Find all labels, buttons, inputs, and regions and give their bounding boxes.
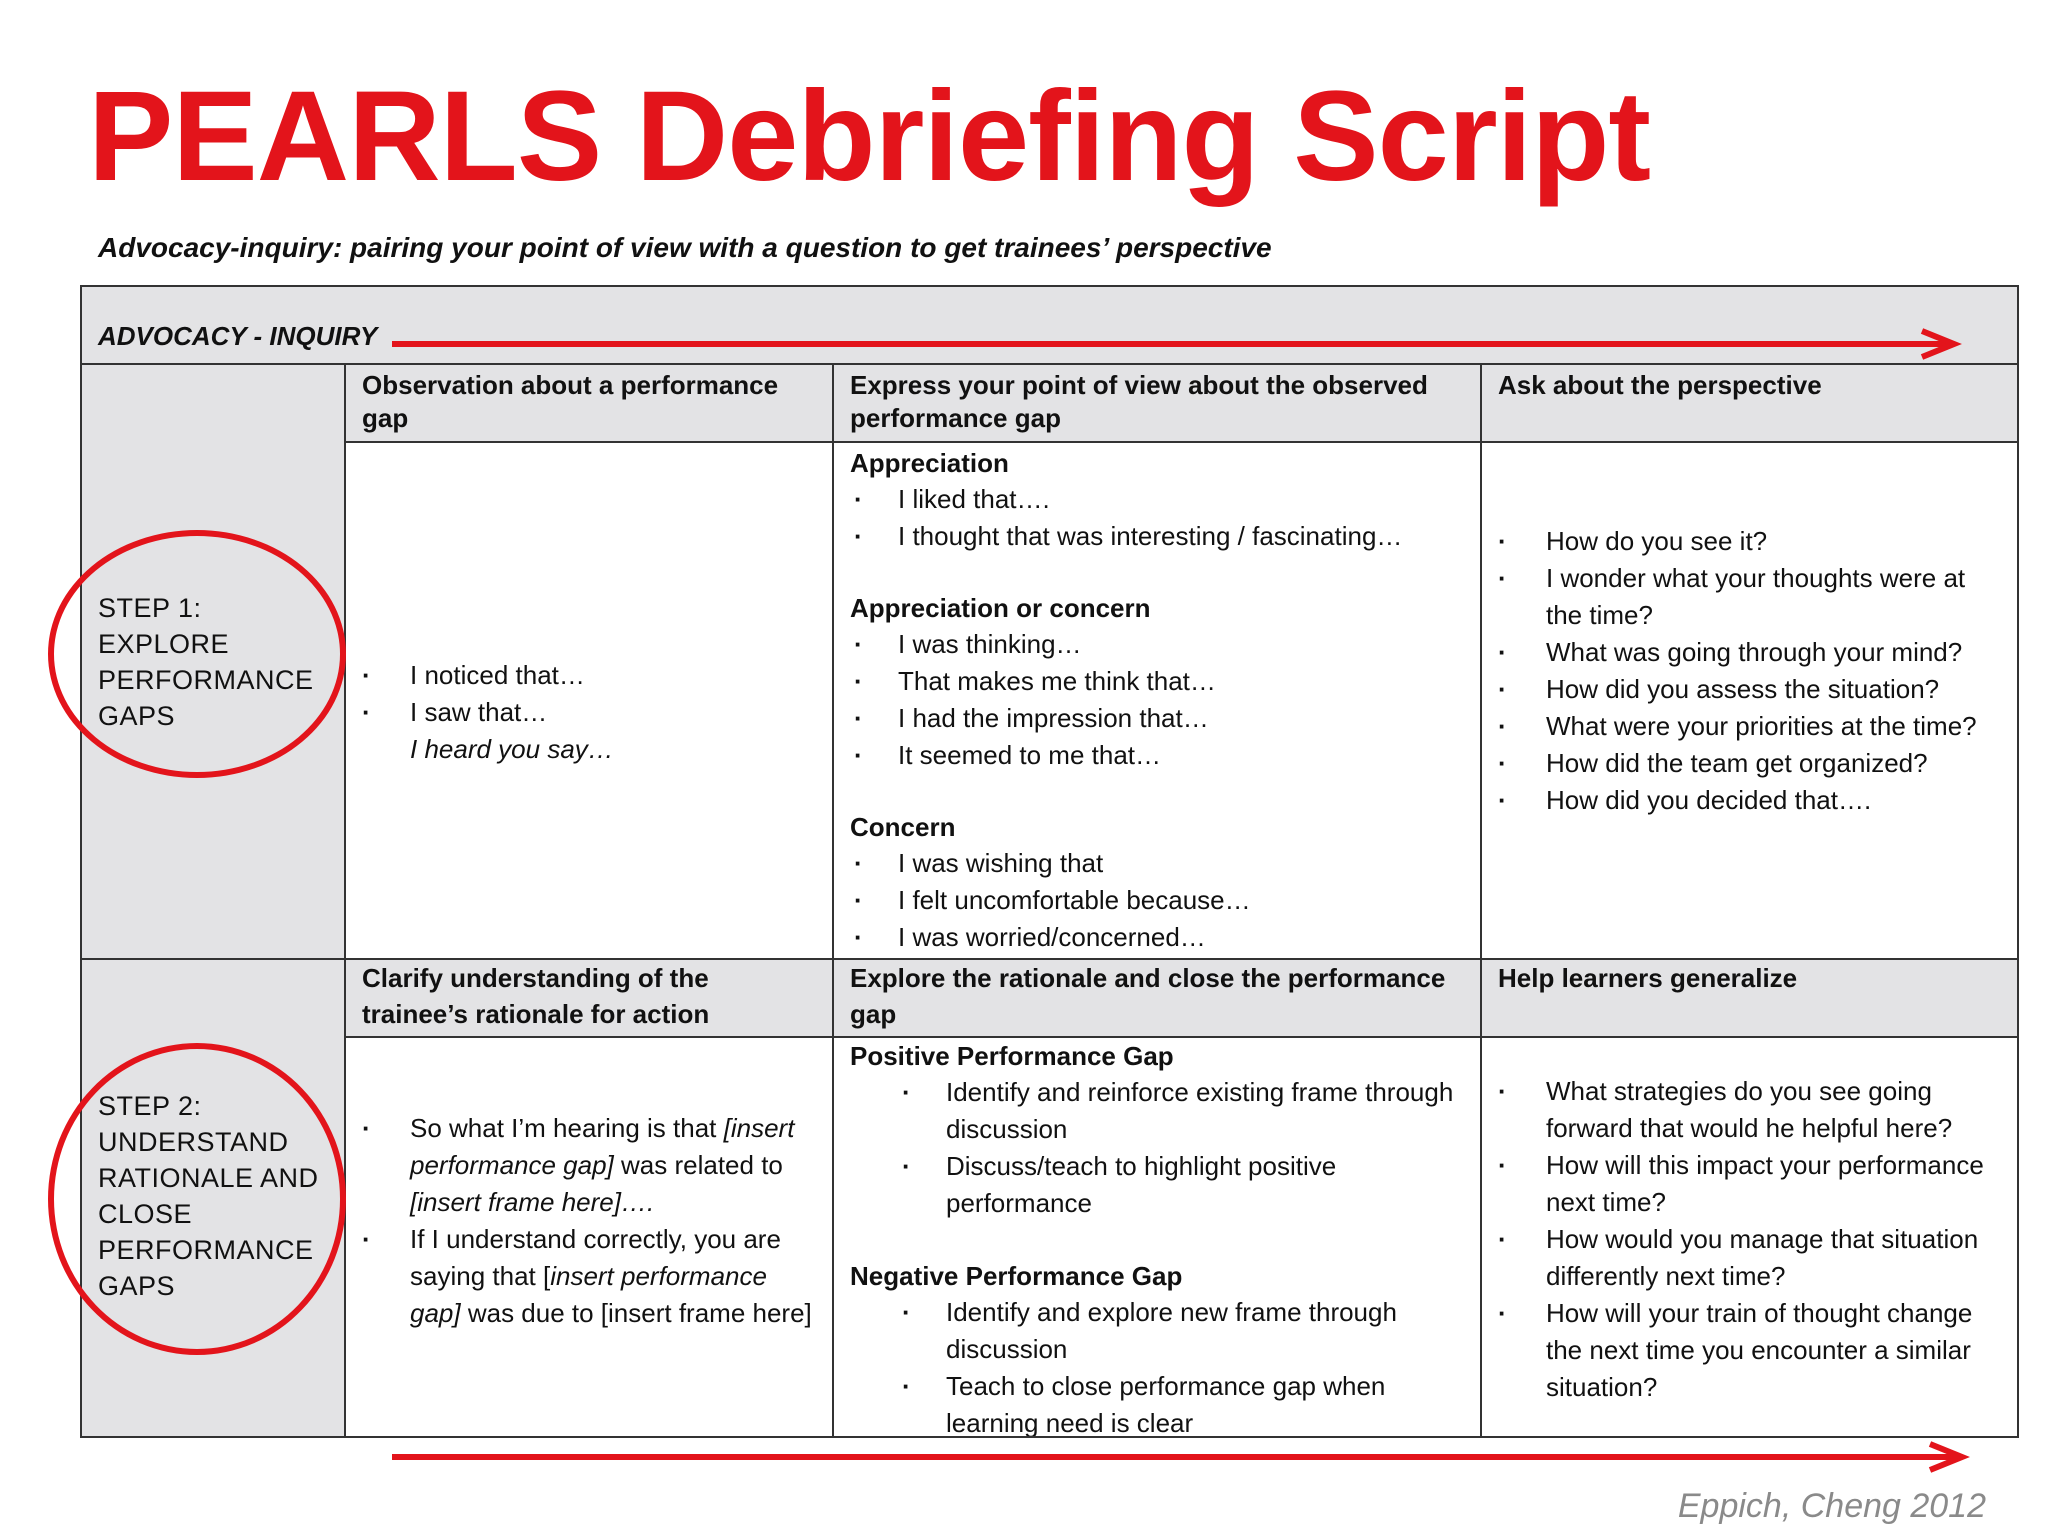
step2-col2-body — [834, 1038, 1482, 1436]
step2-col3-list — [1482, 1073, 2005, 1406]
bottom-arrow-icon — [392, 1440, 1982, 1474]
list-item: · What strategies do you see going forward that would he helpful here? — [1482, 1073, 2005, 1147]
list-item: · Identify and reinforce existing frame through discussion — [850, 1074, 1464, 1148]
step2-col3-header-text: Help learners generalize — [1498, 963, 1798, 993]
section-title: Concern — [850, 812, 956, 842]
list-item: · How will this impact your performance next time? — [1482, 1147, 2005, 1221]
step1-col2-header-text: Express your point of view about the observed performance gap — [850, 370, 1428, 433]
step1-col3-body — [1482, 443, 2017, 960]
pearls-table — [80, 285, 2019, 1438]
step2-col3-header — [1482, 960, 2017, 1038]
step1-concern-list — [850, 845, 1464, 956]
step1-col3-list — [1482, 523, 2001, 819]
step2-label-line: STEP 2: — [98, 1091, 202, 1121]
list-item: · So what I’m hearing is that [insert performance gap] was related to [insert frame here]…. — [346, 1110, 822, 1221]
list-item: · I was thinking… — [850, 626, 1464, 663]
step2-col2-header-text: Explore the rationale and close the performance gap — [850, 963, 1446, 1029]
step2-negative-gap-list — [850, 1294, 1464, 1436]
step2-col1-list — [346, 1110, 822, 1332]
section-title: Positive Performance Gap — [850, 1041, 1174, 1071]
step1-appreciation-list — [850, 481, 1464, 555]
step1-label-line: EXPLORE — [98, 629, 230, 659]
list-item: · If I understand correctly, you are saying that [insert performance gap] was due to [insert frame here] — [346, 1221, 822, 1332]
section-title: Appreciation or concern — [850, 593, 1151, 623]
list-item: · How did you decided that…. — [1482, 782, 2001, 819]
list-item: · I saw that… — [346, 694, 832, 731]
step2-col1-header-text: Clarify understanding of the trainee’s rationale for action — [362, 963, 710, 1029]
step1-col1-list — [346, 657, 832, 731]
list-item: · How will your train of thought change the next time you encounter a similar situation? — [1482, 1295, 2005, 1406]
list-item: · I thought that was interesting / fascinating… — [850, 518, 1464, 555]
step2-label-line: GAPS — [98, 1271, 176, 1301]
credit-text: Eppich, Cheng 2012 — [1677, 1487, 1986, 1525]
step2-positive-gap-list — [850, 1074, 1464, 1222]
list-item: · I wonder what your thoughts were at the time? — [1482, 560, 2001, 634]
list-item: · I was worried/concerned… — [850, 919, 1464, 956]
step1-appreciation-concern-list — [850, 626, 1464, 774]
step2-label-line: CLOSE — [98, 1199, 193, 1229]
list-item: · Discuss/teach to highlight positive performance — [850, 1148, 1464, 1222]
list-item: · How did you assess the situation? — [1482, 671, 2001, 708]
section-title: Negative Performance Gap — [850, 1261, 1183, 1291]
list-item: · I was wishing that — [850, 845, 1464, 882]
step1-col1-header — [346, 365, 834, 443]
step2-label-line: PERFORMANCE — [98, 1235, 314, 1265]
step2-label-line: RATIONALE AND — [98, 1163, 319, 1193]
list-item: · I liked that…. — [850, 481, 1464, 518]
list-item: · That makes me think that… — [850, 663, 1464, 700]
step1-col1-header-text: Observation about a performance gap — [362, 370, 779, 433]
step2-label-line: UNDERSTAND — [98, 1127, 289, 1157]
step1-col3-header — [1482, 365, 2017, 443]
step1-label-line: STEP 1: — [98, 593, 202, 623]
advocacy-inquiry-arrow-icon — [392, 327, 2017, 361]
page-subtitle: Advocacy-inquiry: pairing your point of view with a question to get trainees’ perspective — [98, 232, 1272, 263]
list-item: · Identify and explore new frame through discussion — [850, 1294, 1464, 1368]
list-item: · What was going through your mind? — [1482, 634, 2001, 671]
list-item: · How would you manage that situation differently next time? — [1482, 1221, 2005, 1295]
list-item: · I noticed that… — [346, 657, 832, 694]
list-item: · What were your priorities at the time? — [1482, 708, 2001, 745]
list-item: · Teach to close performance gap when learning need is clear — [850, 1368, 1464, 1436]
step1-col2-header — [834, 365, 1482, 443]
step2-col3-body — [1482, 1038, 2017, 1436]
list-item: · How do you see it? — [1482, 523, 2001, 560]
step1-col1-extra: I heard you say… — [410, 734, 614, 764]
step1-col1-body — [346, 443, 834, 960]
list-item: · I felt uncomfortable because… — [850, 882, 1464, 919]
step1-col2-body — [834, 443, 1482, 960]
list-item: · It seemed to me that… — [850, 737, 1464, 774]
list-item: · I had the impression that… — [850, 700, 1464, 737]
step2-col1-body — [346, 1038, 834, 1436]
step2-highlight-circle — [48, 1043, 346, 1355]
step1-label-line: GAPS — [98, 701, 176, 731]
step2-col1-header — [346, 960, 834, 1038]
step1-highlight-circle — [48, 530, 346, 778]
section-title: Appreciation — [850, 448, 1009, 478]
list-item: · How did the team get organized? — [1482, 745, 2001, 782]
advocacy-inquiry-label: ADVOCACY - INQUIRY — [98, 321, 378, 351]
page-title: PEARLS Debriefing Script — [88, 65, 1650, 208]
step1-col3-header-text: Ask about the perspective — [1498, 370, 1822, 400]
step2-col2-header — [834, 960, 1482, 1038]
step1-label-line: PERFORMANCE — [98, 665, 314, 695]
advocacy-inquiry-header-row — [82, 287, 2017, 365]
